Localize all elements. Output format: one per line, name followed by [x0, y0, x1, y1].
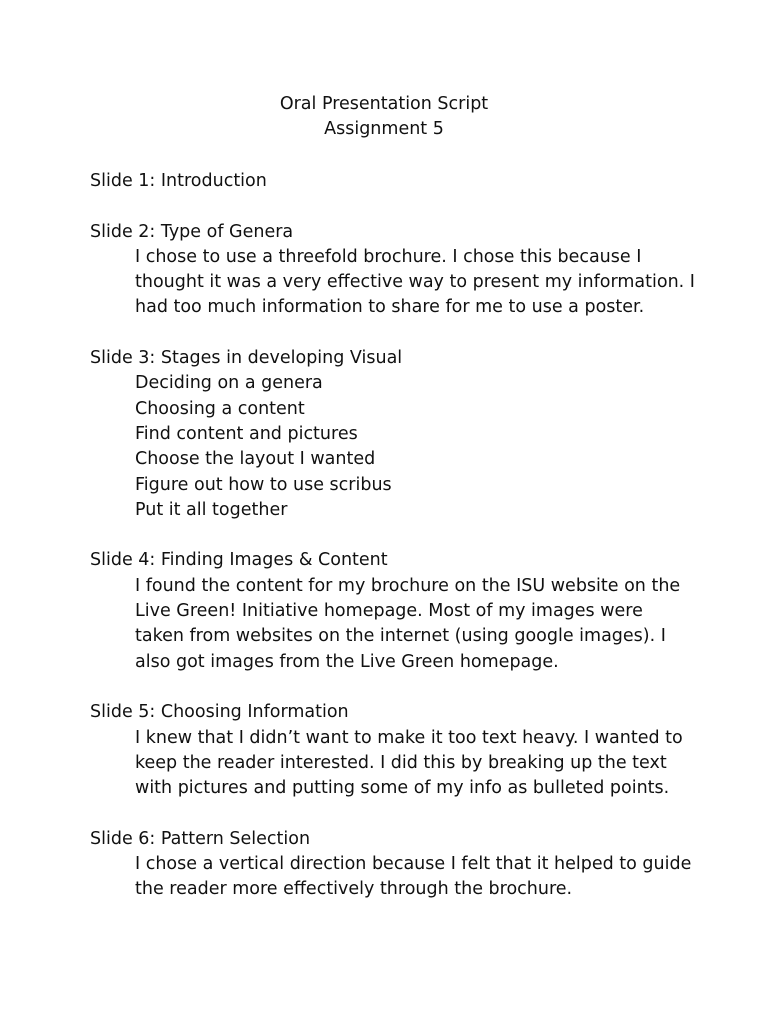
slide-heading: Slide 3: Stages in developing Visual: [90, 348, 403, 369]
stage-item: Find content and pictures: [135, 423, 358, 444]
stage-item: Choosing a content: [135, 398, 305, 419]
slide-paragraph: I found the content for my brochure on the ISU website on the Live Green! Initiative homepage. Most of my images were taken from websites on the internet (using google images). I also got images from the Live Green homepage.: [135, 575, 681, 672]
slide-heading: Slide 2: Type of Genera: [90, 221, 294, 242]
slide-body: [90, 371, 695, 523]
document-title: Oral Presentation Script: [279, 94, 489, 114]
slide-body: [90, 245, 695, 321]
slides-list: [90, 169, 750, 928]
slide-paragraph: I knew that I didn’t want to make it too text heavy. I wanted to keep the reader interested. I did this by breaking up the text with pictures and putting some of my info as bulleted points.: [135, 727, 683, 799]
slide-section: [90, 220, 750, 321]
slide-body: [90, 726, 695, 802]
slide-heading: Slide 4: Finding Images & Content: [90, 550, 388, 571]
slide-section: [90, 346, 750, 523]
title-block: [0, 92, 768, 143]
slide-paragraph: I chose to use a threefold brochure. I chose this because I thought it was a very effective way to present my information. I had too much information to share for me to use a poster.: [135, 246, 695, 318]
slide-heading: Slide 6: Pattern Selection: [90, 828, 311, 849]
slide-heading: Slide 5: Choosing Information: [90, 702, 349, 723]
slide-body: [90, 852, 695, 903]
stage-item: Deciding on a genera: [135, 373, 323, 394]
slide-section: [90, 548, 750, 674]
slide-body: [90, 574, 695, 675]
slide-section: [90, 827, 750, 903]
stage-item: Choose the layout I wanted: [135, 449, 376, 470]
slide-section: [90, 700, 750, 801]
slide-section: [90, 169, 750, 194]
slide-heading: Slide 1: Introduction: [90, 171, 267, 191]
document-subtitle: Assignment 5: [324, 119, 444, 140]
slide-paragraph: I chose a vertical direction because I felt that it helped to guide the reader more effectively through the brochure.: [135, 854, 692, 900]
stage-item: Put it all together: [135, 499, 288, 520]
stage-item: Figure out how to use scribus: [135, 474, 392, 495]
